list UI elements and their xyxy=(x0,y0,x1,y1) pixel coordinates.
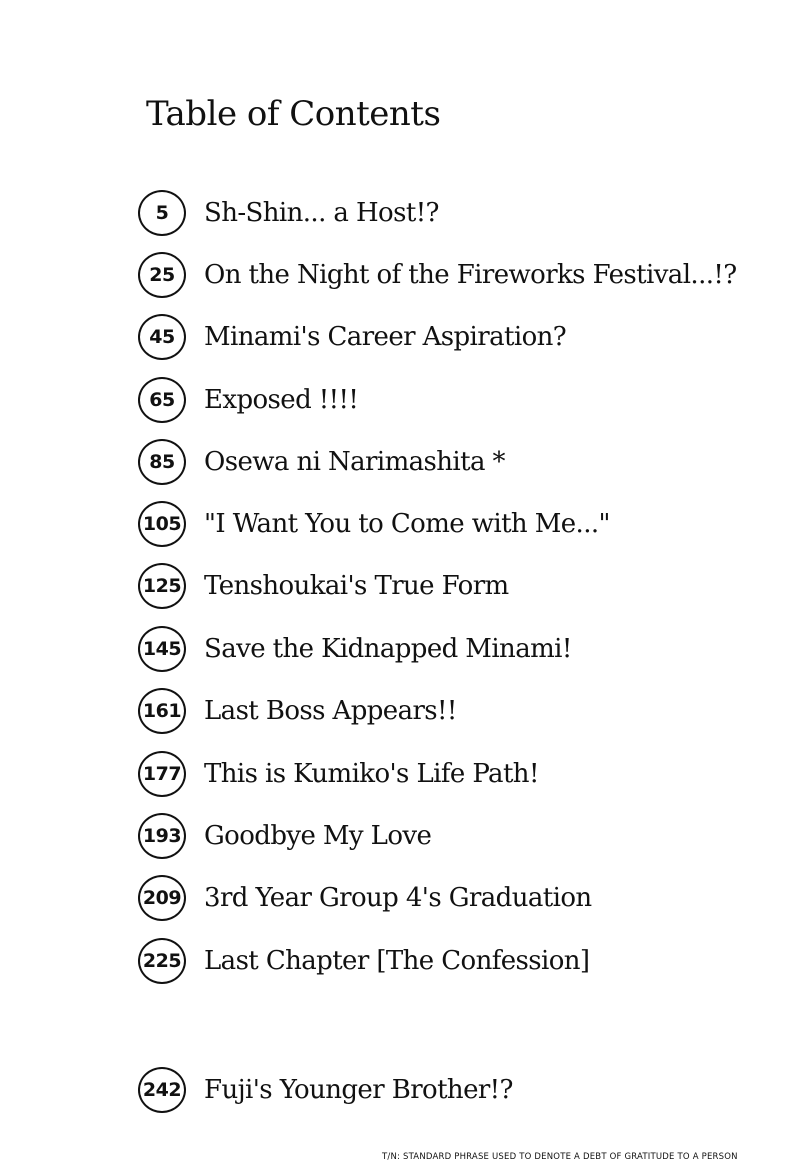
chapter-title: Tenshoukai's True Form xyxy=(204,571,509,601)
toc-entry xyxy=(138,250,737,300)
toc-entry xyxy=(138,811,431,861)
chapter-title: Sh-Shin... a Host!? xyxy=(204,198,439,228)
page-number-badge: 65 xyxy=(138,377,186,423)
toc-entry-bonus xyxy=(138,1065,513,1115)
chapter-title: Exposed !!!! xyxy=(204,385,359,415)
chapter-title: "I Want You to Come with Me..." xyxy=(204,509,610,539)
chapter-title: Goodbye My Love xyxy=(204,821,432,851)
page-number-badge: 45 xyxy=(138,314,186,360)
page-number-badge: 177 xyxy=(138,751,186,797)
chapter-title: 3rd Year Group 4's Graduation xyxy=(204,883,592,913)
toc-entry xyxy=(138,188,439,238)
page-number-badge: 25 xyxy=(138,252,186,298)
page-number-badge: 85 xyxy=(138,439,186,485)
page-number-badge: 105 xyxy=(138,501,186,547)
page-number-badge: 145 xyxy=(138,626,186,672)
toc-entry xyxy=(138,873,592,923)
chapter-title: Last Chapter [The Confession] xyxy=(204,946,590,976)
chapter-title: Last Boss Appears!! xyxy=(204,696,457,726)
chapter-title: Osewa ni Narimashita * xyxy=(204,447,505,477)
toc-entry xyxy=(138,686,457,736)
page-title: Table of Contents xyxy=(146,94,441,134)
toc-entry xyxy=(138,749,539,799)
chapter-title: Fuji's Younger Brother!? xyxy=(204,1075,513,1105)
toc-entry xyxy=(138,375,358,425)
chapter-title: Minami's Career Aspiration? xyxy=(204,322,567,352)
page-number-badge: 161 xyxy=(138,688,186,734)
page-number-badge: 209 xyxy=(138,875,186,921)
toc-entry xyxy=(138,624,572,674)
toc-entry xyxy=(138,561,509,611)
toc-entry xyxy=(138,437,505,487)
chapter-title: Save the Kidnapped Minami! xyxy=(204,634,572,664)
toc-entry xyxy=(138,936,589,986)
chapter-title: On the Night of the Fireworks Festival...!? xyxy=(204,260,737,290)
page-number-badge: 125 xyxy=(138,563,186,609)
toc-entry xyxy=(138,499,610,549)
page-number-badge: 242 xyxy=(138,1067,186,1113)
chapter-title: This is Kumiko's Life Path! xyxy=(204,759,539,789)
page-number-badge: 225 xyxy=(138,938,186,984)
translator-note: T/N: STANDARD PHRASE USED TO DENOTE A DEBT OF GRATITUDE TO A PERSON xyxy=(382,1152,738,1162)
page-number-badge: 5 xyxy=(138,190,186,236)
toc-entry xyxy=(138,312,566,362)
page-number-badge: 193 xyxy=(138,813,186,859)
